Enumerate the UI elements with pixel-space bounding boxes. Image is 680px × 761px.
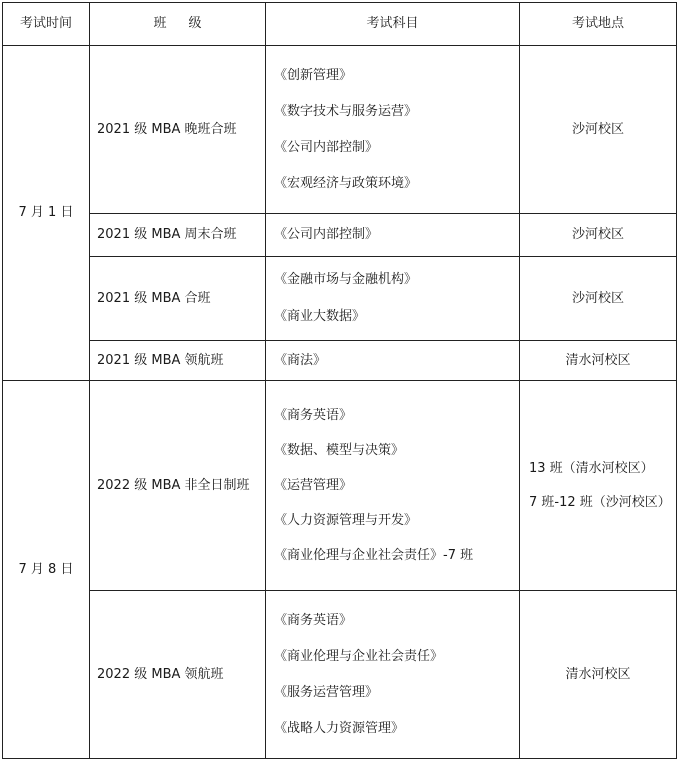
subject-item: 《公司内部控制》: [274, 227, 379, 242]
subject-item: 《服务运营管理》: [274, 684, 379, 700]
header-class-char-1: 班: [153, 16, 167, 31]
class-cell: 2021 级 MBA 周末合班: [90, 214, 266, 257]
subject-item: 《数字技术与服务运营》: [274, 103, 418, 119]
location-cell: 清水河校区: [520, 341, 677, 381]
subject-item: 《商务英语》: [274, 407, 353, 423]
exam-schedule-table: [2, 2, 677, 759]
subject-item: 《商业伦理与企业社会责任》-7 班: [274, 547, 474, 563]
subject-item: 《运营管理》: [274, 477, 353, 493]
table-row: [3, 591, 677, 759]
subject-cell: [266, 381, 520, 591]
header-class: [90, 3, 266, 46]
location-cell: 沙河校区: [520, 257, 677, 341]
subject-item: 《宏观经济与政策环境》: [274, 175, 418, 191]
date-cell-jul-1: 7 月 1 日: [3, 46, 90, 381]
header-class-char-2: 级: [188, 16, 202, 31]
location-cell: 清水河校区: [520, 591, 677, 759]
location-item: 13 班（清水河校区）: [529, 460, 654, 476]
class-cell: 2022 级 MBA 领航班: [90, 591, 266, 759]
subject-item: 《商务英语》: [274, 612, 353, 628]
header-row: [3, 3, 677, 46]
table-row: [3, 341, 677, 381]
header-subject: 考试科目: [266, 3, 520, 46]
table-row: [3, 381, 677, 591]
subject-item: 《创新管理》: [274, 67, 353, 83]
class-cell: 2021 级 MBA 合班: [90, 257, 266, 341]
class-cell: 2021 级 MBA 晚班合班: [90, 46, 266, 214]
class-cell: 2021 级 MBA 领航班: [90, 341, 266, 381]
subject-item: 《数据、模型与决策》: [274, 442, 405, 458]
table-row: [3, 214, 677, 257]
subject-cell: [266, 257, 520, 341]
location-cell: 沙河校区: [520, 214, 677, 257]
header-location: 考试地点: [520, 3, 677, 46]
subject-item: 《金融市场与金融机构》: [274, 272, 418, 287]
table-row: [3, 46, 677, 214]
location-item: 7 班-12 班（沙河校区）: [529, 494, 671, 510]
table-row: [3, 257, 677, 341]
subject-item: 《商业伦理与企业社会责任》: [274, 648, 444, 664]
subject-item: 《战略人力资源管理》: [274, 720, 405, 736]
location-cell: [520, 381, 677, 591]
subject-cell: [266, 46, 520, 214]
subject-item: 《公司内部控制》: [274, 139, 379, 155]
subject-item: 《商业大数据》: [274, 309, 366, 324]
class-cell: 2022 级 MBA 非全日制班: [90, 381, 266, 591]
header-exam-time: 考试时间: [3, 3, 90, 46]
subject-cell: [266, 214, 520, 257]
subject-item: 《人力资源管理与开发》: [274, 512, 418, 528]
date-cell-jul-8: 7 月 8 日: [3, 381, 90, 759]
subject-cell: [266, 341, 520, 381]
subject-cell: [266, 591, 520, 759]
location-cell: 沙河校区: [520, 46, 677, 214]
subject-item: 《商法》: [274, 352, 327, 368]
